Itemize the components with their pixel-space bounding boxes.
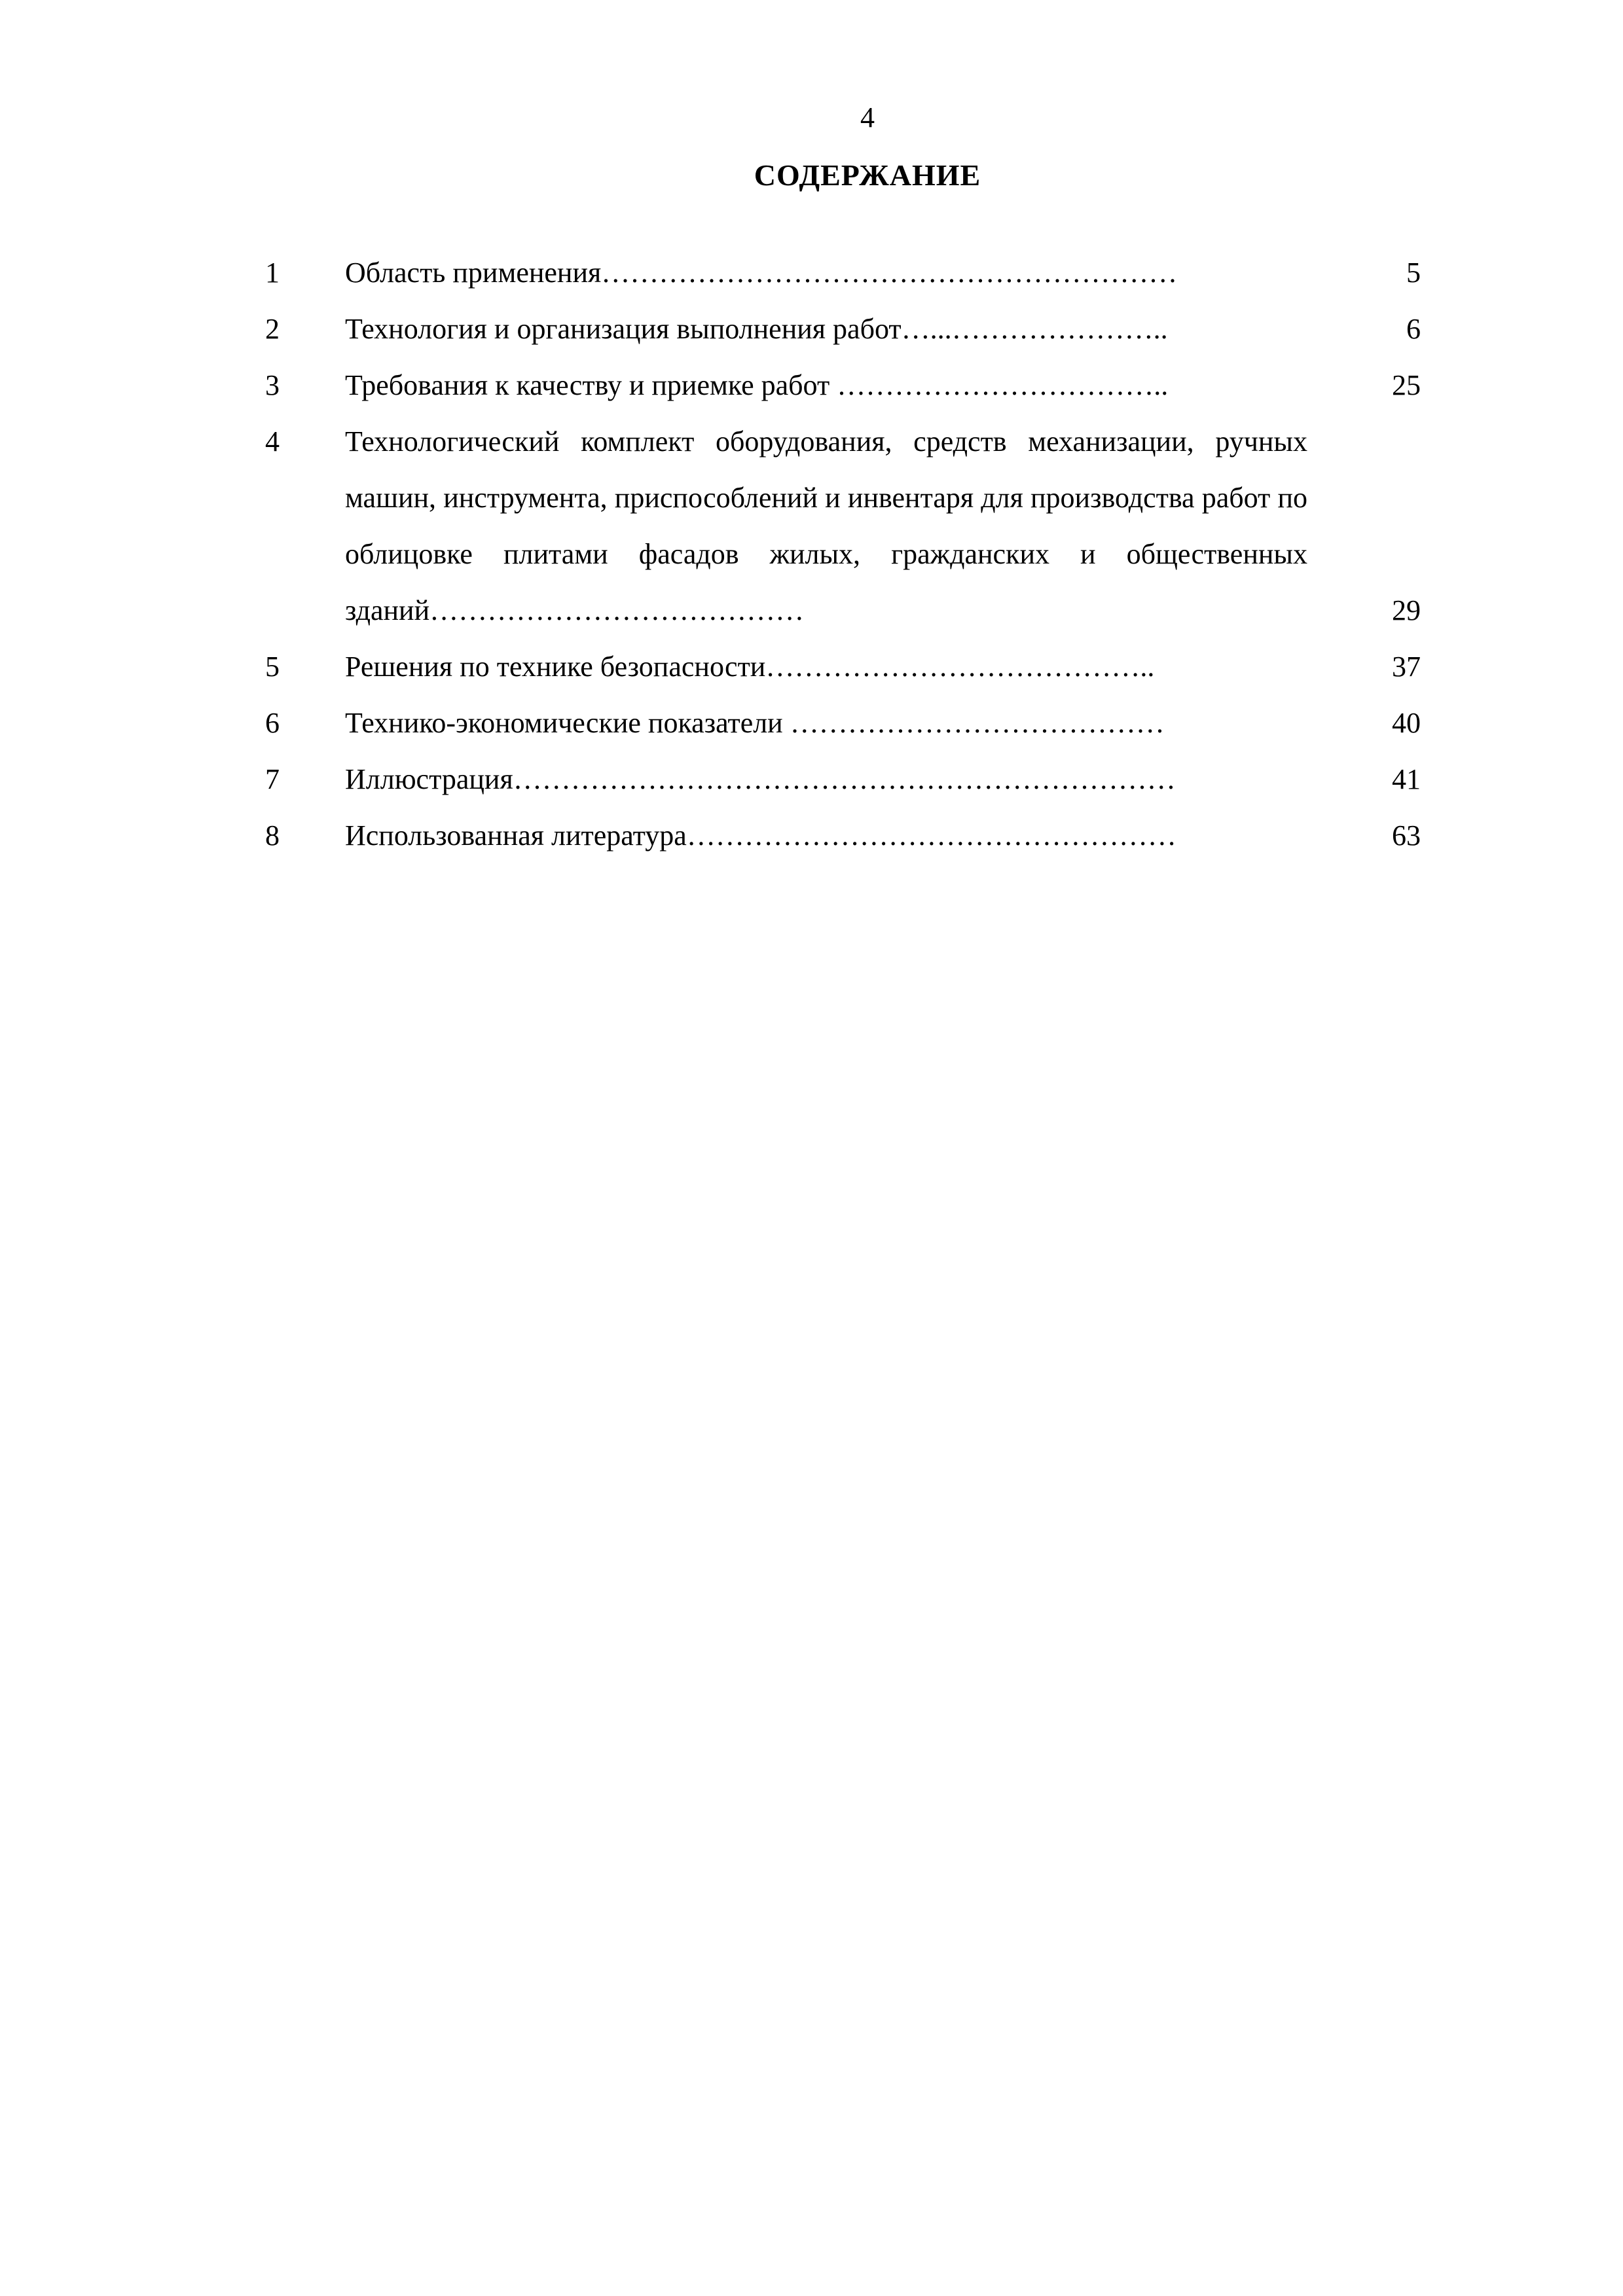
toc-entry-title: Требования к качеству и приемке работ …………………………….. (345, 369, 1169, 401)
page-number: 4 (860, 101, 875, 134)
toc-entry-8 (0, 808, 1623, 864)
toc-entry-page: 25 (1392, 369, 1421, 401)
toc-entry-number: 1 (265, 257, 280, 289)
toc-entry-3 (0, 357, 1623, 414)
toc-entry-page: 40 (1392, 707, 1421, 739)
toc-entry-number: 8 (265, 819, 280, 852)
toc-entry-page: 37 (1392, 651, 1421, 683)
toc-entry-number: 5 (265, 651, 280, 683)
toc-entry-number: 2 (265, 313, 280, 345)
table-of-contents (0, 245, 1623, 864)
toc-entry-1 (0, 245, 1623, 301)
toc-entry-6 (0, 695, 1623, 751)
toc-entry-number: 7 (265, 763, 280, 795)
toc-entry-title: Технологический комплект оборудования, средств механизации, ручных машин, инструмента, приспособлений и инвентаря для производства работ по облицовке плитами фасадов жилых, гражданских и общественных зданий………………………………… (345, 425, 1307, 626)
toc-entry-title: Использованная литература…………………………………………… (345, 819, 1176, 852)
toc-entry-title: Технология и организация выполнения работ…...………………….. (345, 313, 1168, 345)
toc-entry-page: 6 (1406, 313, 1421, 345)
toc-entry-title: Область применения…………………………………………………… (345, 257, 1178, 289)
toc-entry-2 (0, 301, 1623, 357)
toc-entry-5 (0, 639, 1623, 695)
toc-entry-number: 3 (265, 369, 280, 401)
toc-entry-4 (0, 414, 1623, 639)
toc-entry-title: Решения по технике безопасности………………………………….. (345, 651, 1155, 683)
toc-entry-7 (0, 751, 1623, 808)
toc-entry-page: 5 (1406, 257, 1421, 289)
toc-entry-title: Технико-экономические показатели ………………………………… (345, 707, 1165, 739)
toc-entry-number: 4 (265, 425, 280, 457)
toc-entry-page: 41 (1392, 763, 1421, 795)
toc-entry-page: 29 (1392, 594, 1421, 626)
toc-entry-title: Иллюстрация…………………………………………………………… (345, 763, 1176, 795)
toc-entry-number: 6 (265, 707, 280, 739)
page-title: СОДЕРЖАНИЕ (754, 158, 981, 192)
toc-entry-page: 63 (1392, 819, 1421, 852)
